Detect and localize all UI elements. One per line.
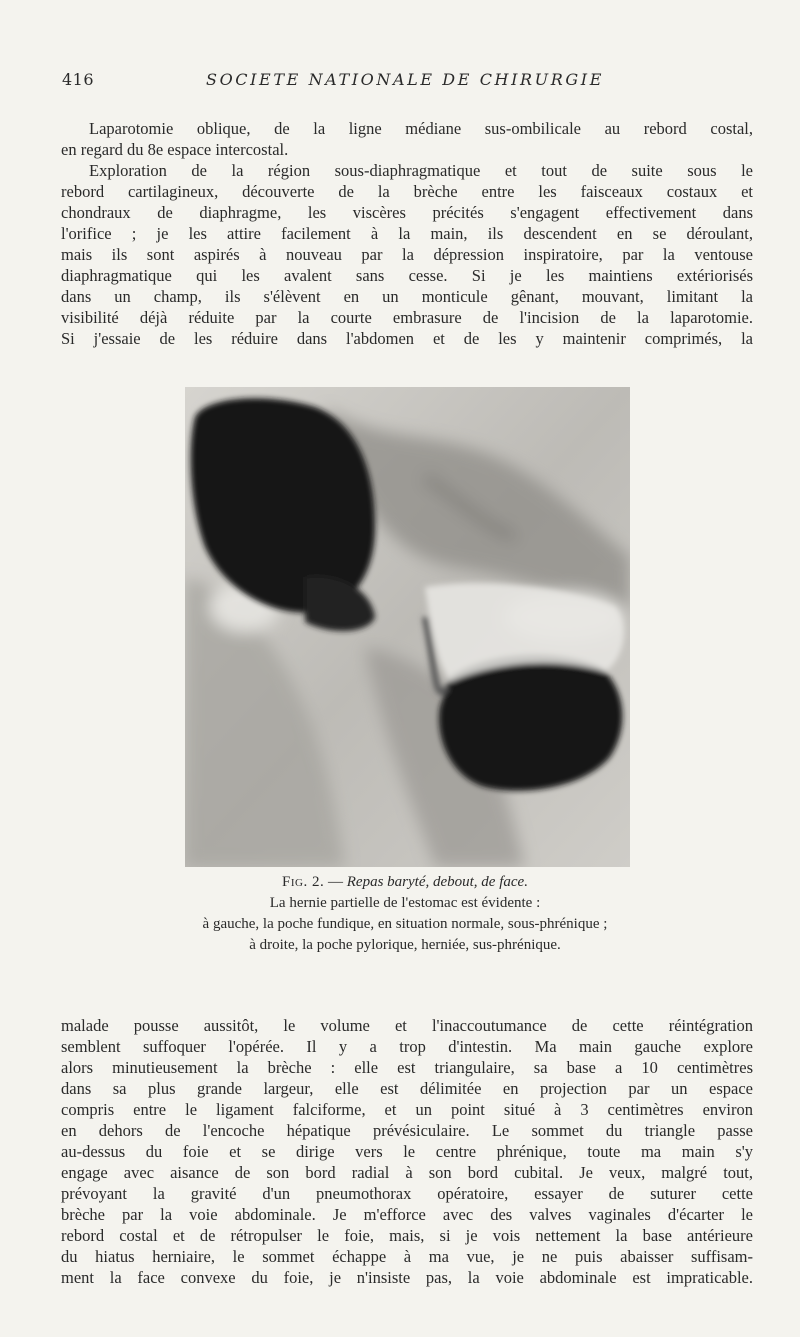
page-number: 416 bbox=[62, 70, 95, 89]
text-line: alors minutieusement la brèche : elle est triangulaire, sa base a 10 centimètres bbox=[61, 1058, 753, 1077]
text-line: diaphragmatique qui les avalent sans cesse. Si je les maintiens extériorisés bbox=[61, 266, 753, 285]
page-header bbox=[60, 70, 750, 96]
text-line: compris entre le ligament falciforme, et un point situé à 3 centimètres environ bbox=[61, 1100, 753, 1119]
caption-line: à droite, la poche pylorique, herniée, sus-phrénique. bbox=[249, 937, 561, 953]
caption-line: à gauche, la poche fundique, en situation normale, sous-phrénique ; bbox=[202, 916, 608, 932]
text-line: prévoyant la gravité d'un pneumothorax opératoire, essayer de suturer cette bbox=[61, 1184, 753, 1203]
text-line: l'orifice ; je les attire facilement à la main, ils descendent en se déroulant, bbox=[61, 224, 753, 243]
running-title: SOCIETE NATIONALE DE CHIRURGIE bbox=[206, 70, 604, 89]
text-line: dans un champ, ils s'élèvent en un monticule gênant, mouvant, limitant la bbox=[61, 287, 753, 306]
text-line: en dehors de l'encoche hépatique prévésiculaire. Le sommet du triangle passe bbox=[61, 1121, 753, 1140]
text-line: rebord costal et de rétropulser le foie, mais, si je vois nettement la base antérieure bbox=[61, 1226, 753, 1245]
radiograph-image bbox=[185, 387, 630, 867]
text-line: engage avec aisance de son bord radial à son bord cubital. Je veux, malgré tout, bbox=[61, 1163, 753, 1182]
text-line: mais ils sont aspirés à nouveau par la dépression inspiratoire, par la ventouse bbox=[61, 245, 753, 264]
radiograph-figure bbox=[185, 387, 630, 867]
paragraph-3 bbox=[61, 1015, 753, 1288]
figure-title: Repas baryté, debout, de face. bbox=[346, 874, 528, 890]
text-line: brèche par la voie abdominale. Je m'efforce avec des valves vaginales d'écarter le bbox=[61, 1205, 753, 1224]
text-line: malade pousse aussitôt, le volume et l'inaccoutumance de cette réintégration bbox=[61, 1016, 753, 1035]
text-line: Exploration de la région sous-diaphragmatique et tout de suite sous le bbox=[89, 161, 753, 180]
text-line: chondraux de diaphragme, les viscères précités s'engagent effectivement dans bbox=[61, 203, 753, 222]
paragraph-2 bbox=[61, 160, 753, 349]
caption-title-line bbox=[60, 872, 750, 893]
figure-label: Fig. 2. bbox=[282, 874, 325, 890]
text-line: du hiatus herniaire, le sommet échappe à ma vue, je ne puis abaisser suffisam- bbox=[61, 1247, 753, 1266]
text-line: au-dessus du foie et se dirige vers le centre phrénique, toute ma main s'y bbox=[61, 1142, 753, 1161]
text-line: dans sa plus grande largeur, elle est délimitée en projection par un espace bbox=[61, 1079, 753, 1098]
caption-dash: — bbox=[328, 874, 343, 890]
paragraph-1 bbox=[61, 118, 753, 160]
text-line: ment la face convexe du foie, je n'insiste pas, la voie abdominale est impraticable. bbox=[61, 1268, 753, 1287]
text-line: en regard du 8e espace intercostal. bbox=[61, 140, 289, 159]
text-line: semblent suffoquer l'opérée. Il y a trop d'intestin. Ma main gauche explore bbox=[61, 1037, 753, 1056]
text-line: Si j'essaie de les réduire dans l'abdomen et de les y maintenir comprimés, la bbox=[61, 329, 753, 348]
text-line: rebord cartilagineux, découverte de la brèche entre les faisceaux costaux et bbox=[61, 182, 753, 201]
caption-line: La hernie partielle de l'estomac est évidente : bbox=[269, 895, 541, 911]
text-line: Laparotomie oblique, de la ligne médiane sus-ombilicale au rebord costal, bbox=[89, 119, 753, 138]
figure-caption bbox=[60, 872, 750, 956]
text-line: visibilité déjà réduite par la courte embrasure de l'incision de la laparotomie. bbox=[61, 308, 753, 327]
